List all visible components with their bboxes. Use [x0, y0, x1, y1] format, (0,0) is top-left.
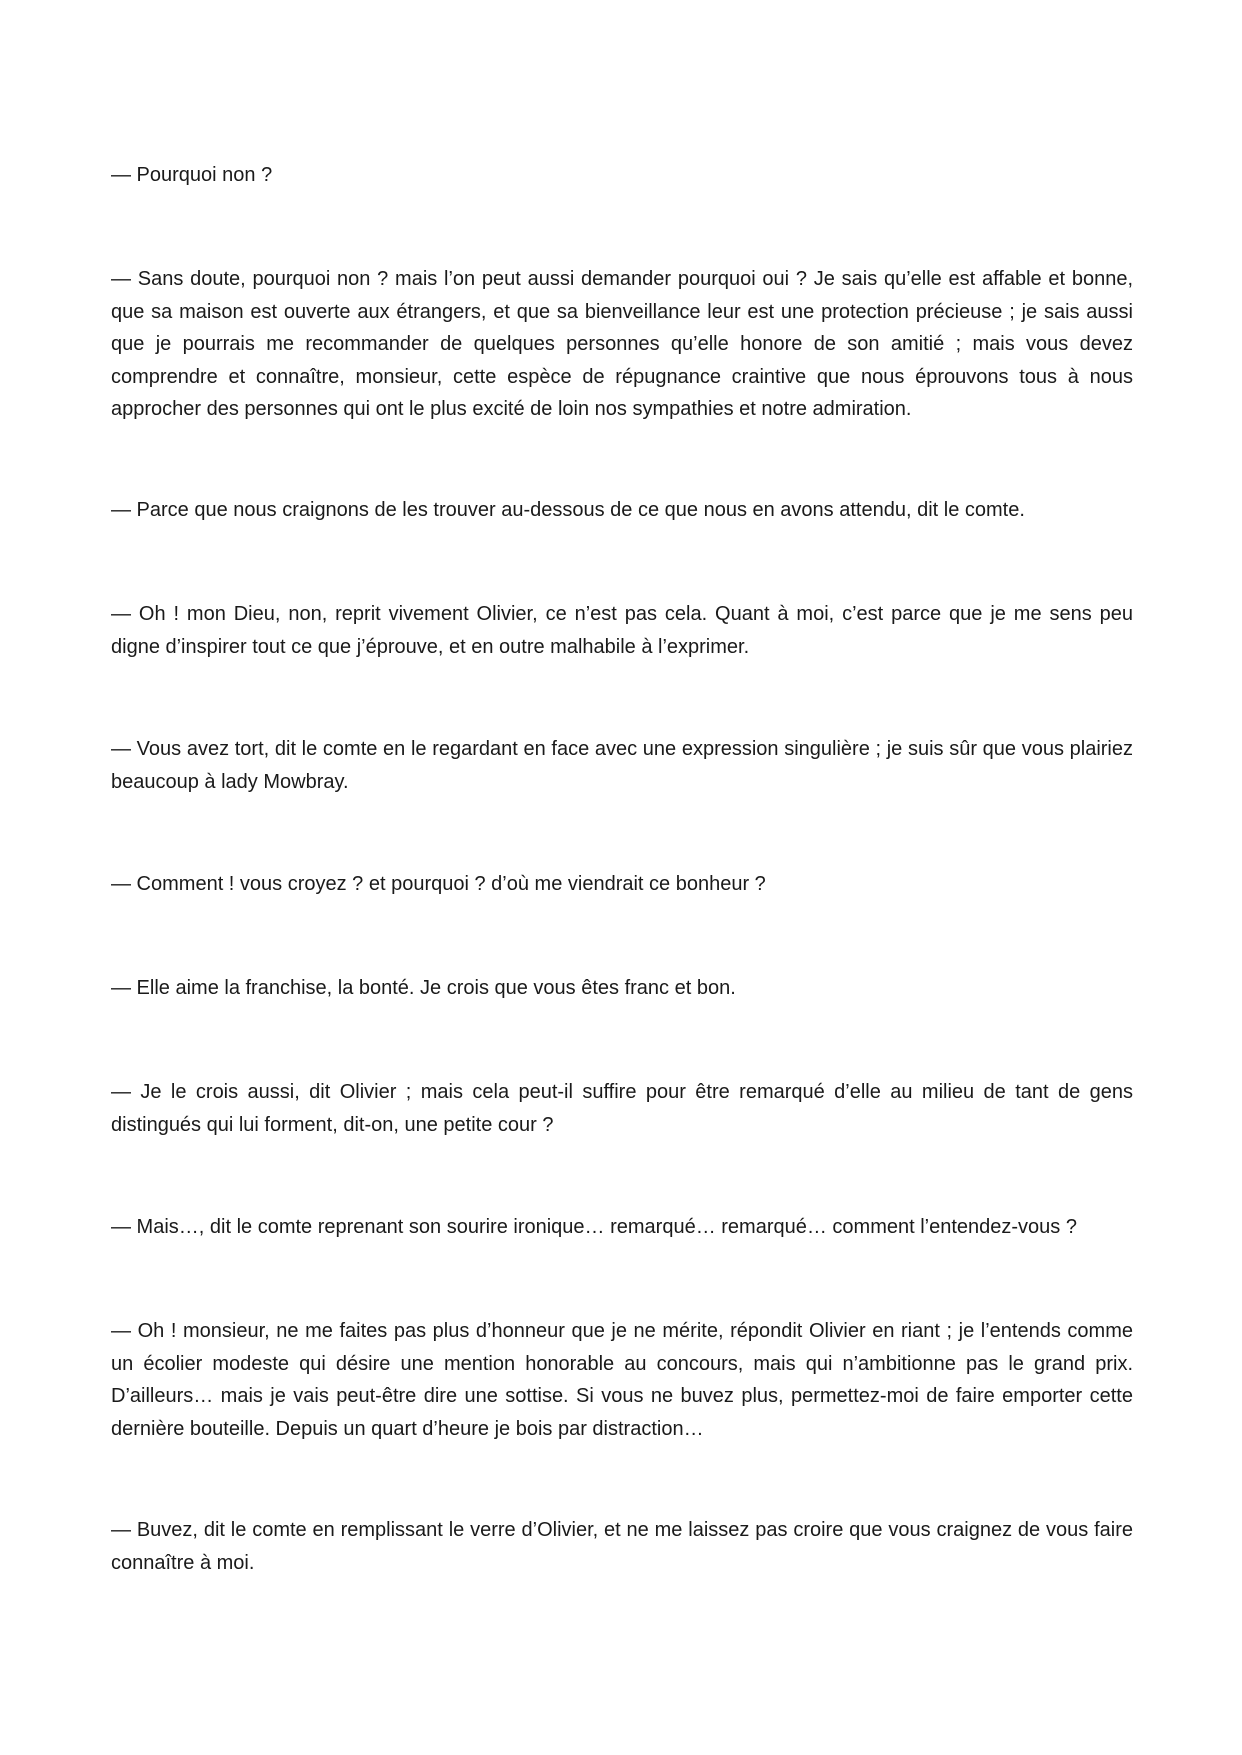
paragraph-2: — Sans doute, pourquoi non ? mais l’on peut aussi demander pourquoi oui ? Je sais qu’elle est affable et bonne, que sa maison est ouverte aux étrangers, et que sa bienveillance leur est une protection précieuse ; je sais aussi que je pourrais me recommander de quelques personnes qu’elle honore de son amitié ; mais vous devez comprendre et connaître, monsieur, cette espèce de répugnance craintive que nous éprouvons tous à nous approcher des personnes qui ont le plus excité de loin nos sympathies et notre admiration.: [111, 268, 1133, 420]
paragraph-10: — Oh ! monsieur, ne me faites pas plus d’honneur que je ne mérite, répondit Olivier en riant ; je l’entends comme un écolier modeste qui désire une mention honorable au concours, mais qui n’ambitionne pas le grand prix. D’ailleurs… mais je vais peut-être dire une sottise. Si vous ne buvez plus, permettez-moi de faire emporter cette dernière bouteille. Depuis un quart d’heure je bois par distraction…: [111, 1320, 1133, 1440]
paragraph-3: — Parce que nous craignons de les trouver au-dessous de ce que nous en avons attendu, dit le comte.: [111, 499, 1025, 521]
paragraph-4: — Oh ! mon Dieu, non, reprit vivement Olivier, ce n’est pas cela. Quant à moi, c’est parce que je me sens peu digne d’inspirer tout ce que j’éprouve, et en outre malhabile à l’exprimer.: [111, 603, 1133, 658]
paragraph-1: — Pourquoi non ?: [111, 164, 273, 186]
paragraph-7: — Elle aime la franchise, la bonté. Je crois que vous êtes franc et bon.: [111, 977, 736, 999]
paragraph-6: — Comment ! vous croyez ? et pourquoi ? d’où me viendrait ce bonheur ?: [111, 873, 766, 895]
paragraph-11: — Buvez, dit le comte en remplissant le verre d’Olivier, et ne me laissez pas croire que vous craignez de vous faire connaître à moi.: [111, 1519, 1133, 1574]
paragraph-5: — Vous avez tort, dit le comte en le regardant en face avec une expression singulière ; je suis sûr que vous plairiez beaucoup à lady Mowbray.: [111, 738, 1133, 793]
paragraph-8: — Je le crois aussi, dit Olivier ; mais cela peut-il suffire pour être remarqué d’elle au milieu de tant de gens distingués qui lui forment, dit-on, une petite cour ?: [111, 1081, 1133, 1136]
paragraph-9: — Mais…, dit le comte reprenant son sourire ironique… remarqué… remarqué… comment l’entendez-vous ?: [111, 1216, 1077, 1238]
